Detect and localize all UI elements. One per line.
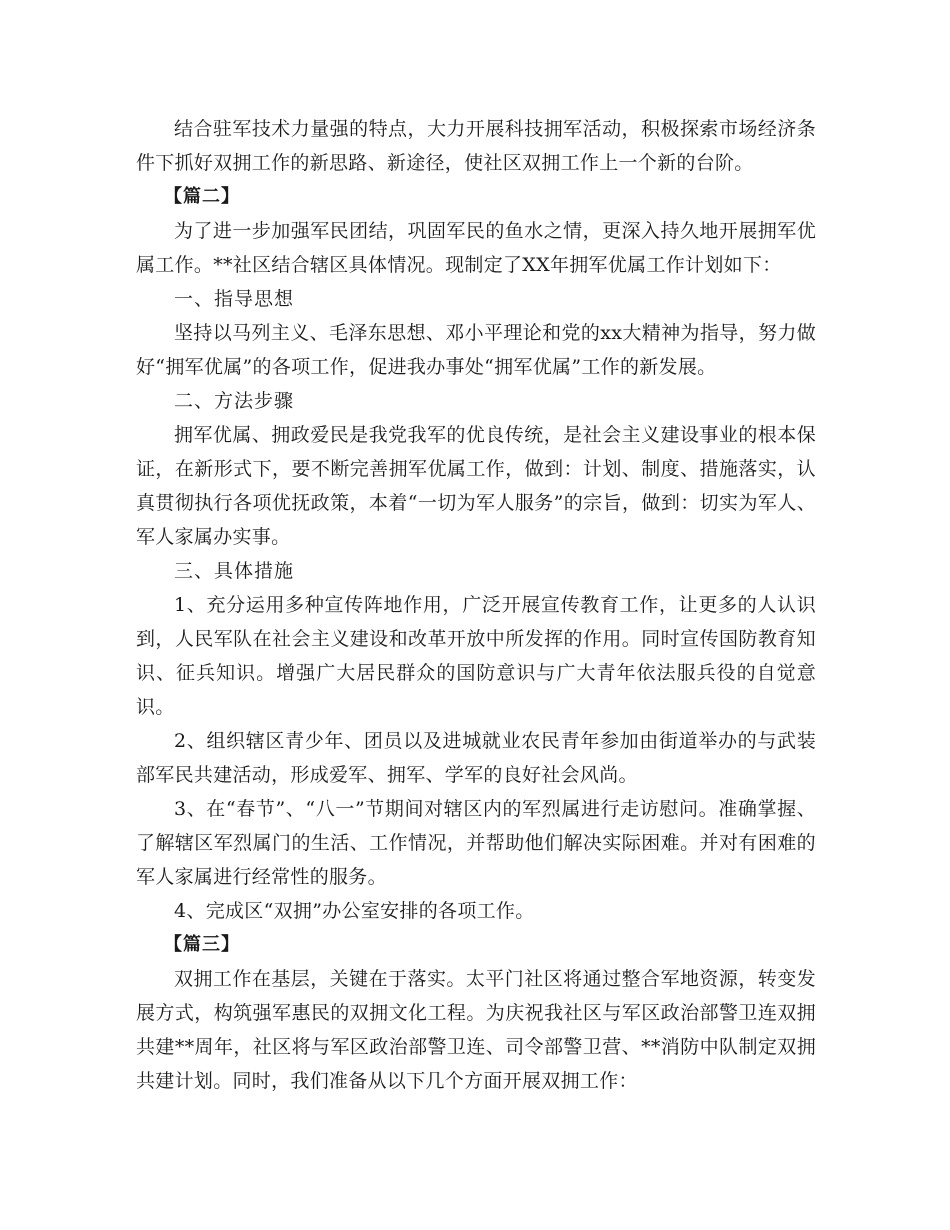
- document-page: [136, 112, 816, 1098]
- paragraph: 1、充分运用多种宣传阵地作用，广泛开展宣传教育工作，让更多的人认识到，人民军队在社会主义建设和改革开放中所发挥的作用。同时宣传国防教育知识、征兵知识。增强广大居民群众的国防意识与广大青年依法服兵役的自觉意识。: [136, 594, 816, 718]
- chapter-heading-part-three: 【篇三】: [164, 934, 240, 955]
- section-heading-methods: 二、方法步骤: [174, 390, 295, 412]
- section-heading-guiding-ideology: 一、指导思想: [174, 288, 295, 310]
- paragraph: 坚持以马列主义、毛泽东思想、邓小平理论和党的xx大精神为指导，努力做好“拥军优属”的各项工作，促进我办事处“拥军优属”工作的新发展。: [136, 322, 816, 378]
- section-heading-specific-measures: 三、具体措施: [174, 560, 295, 582]
- paragraph: 3、在“春节”、“八一”节期间对辖区内的军烈属进行走访慰问。准确掌握、了解辖区军烈属门的生活、工作情况，并帮助他们解决实际困难。并对有困难的军人家属进行经常性的服务。: [136, 798, 816, 888]
- paragraph: 拥军优属、拥政爱民是我党我军的优良传统，是社会主义建设事业的根本保证，在新形式下，要不断完善拥军优属工作，做到：计划、制度、措施落实，认真贯彻执行各项优抚政策，本着“一切为军人服务”的宗旨，做到：切实为军人、军人家属办实事。: [136, 424, 816, 548]
- paragraph: 为了进一步加强军民团结，巩固军民的鱼水之情，更深入持久地开展拥军优属工作。**社区结合辖区具体情况。现制定了XX年拥军优属工作计划如下：: [136, 220, 816, 276]
- paragraph: 2、组织辖区青少年、团员以及进城就业农民青年参加由街道举办的与武装部军民共建活动，形成爱军、拥军、学军的良好社会风尚。: [136, 730, 816, 786]
- paragraph: 双拥工作在基层，关键在于落实。太平门社区将通过整合军地资源，转变发展方式，构筑强军惠民的双拥文化工程。为庆祝我社区与军区政治部警卫连双拥共建**周年，社区将与军区政治部警卫连、司令部警卫营、**消防中队制定双拥共建计划。同时，我们准备从以下几个方面开展双拥工作：: [136, 968, 816, 1092]
- paragraph: 4、完成区“双拥”办公室安排的各项工作。: [174, 900, 535, 922]
- paragraph: 结合驻军技术力量强的特点，大力开展科技拥军活动，积极探索市场经济条件下抓好双拥工作的新思路、新途径，使社区双拥工作上一个新的台阶。: [136, 118, 816, 174]
- chapter-heading-part-two: 【篇二】: [164, 186, 240, 207]
